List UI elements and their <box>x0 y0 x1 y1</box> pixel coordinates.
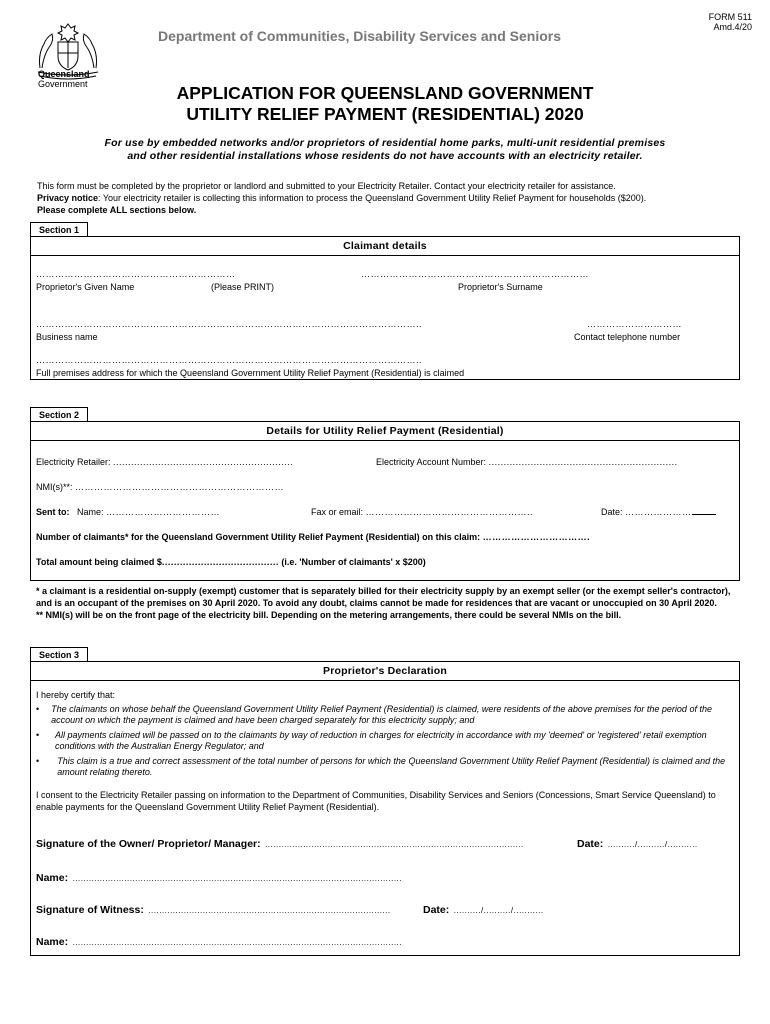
subtitle <box>40 137 730 163</box>
business-name-field[interactable]: ………………………………………………………………………………………………………….. <box>36 319 423 329</box>
witness-signature-row <box>36 900 391 918</box>
retailer-label: Electricity Retailer: <box>36 457 111 467</box>
given-name-field[interactable]: ……………………………………………………… <box>36 269 236 279</box>
department-name: Department of Communities, Disability Services and Seniors <box>158 28 561 44</box>
section-2-heading: Details for Utility Relief Payment (Residential) <box>31 422 739 441</box>
owner-signature-field[interactable]: ............................................................................................... <box>265 840 524 849</box>
org-name: Queensland <box>38 69 90 79</box>
section-3-heading: Proprietor's Declaration <box>31 662 739 681</box>
sent-to-label: Sent to: <box>36 507 70 517</box>
owner-name-row <box>36 868 402 886</box>
claimants-field[interactable]: ……………………………. <box>482 532 591 542</box>
bullet-icon: • <box>36 730 40 740</box>
consent-text: I consent to the Electricity Retailer passing on information to the Department of Communities, Disability Services and Seniors (Concessions, Smart Service Queensland) to enable payments for the Queensland Government Utility Relief Payment (Residential). <box>36 790 716 812</box>
certify-text: I hereby certify that: <box>36 690 116 700</box>
total-row <box>36 557 426 567</box>
owner-signature-label: Signature of the Owner/ Proprietor/ Manager: <box>36 838 261 850</box>
claimants-label: Number of claimants* for the Queensland Government Utility Relief Payment (Residential) on this claim: <box>36 532 481 542</box>
date-field[interactable]: ………………… <box>625 507 692 517</box>
form-number <box>709 12 752 32</box>
phone-label: Contact telephone number <box>574 332 681 342</box>
date-row <box>601 507 716 517</box>
account-label: Electricity Account Number: <box>376 457 487 467</box>
total-note: (i.e. 'Number of claimants' x $200) <box>281 557 426 567</box>
witness-name-label: Name: <box>36 936 69 948</box>
owner-signature-row <box>36 834 524 852</box>
witness-signature-label: Signature of Witness: <box>36 904 144 916</box>
section-3-box <box>30 661 740 956</box>
footnote-nmi: ** NMI(s) will be on the front page of the electricity bill. Depending on the metering arrangements, there could be several NMIs on the bill. <box>36 610 622 620</box>
total-label: Total amount being claimed $ <box>36 557 162 567</box>
witness-date-field[interactable]: ........../........../........... <box>453 906 544 915</box>
claimants-row <box>36 532 590 542</box>
owner-date-row <box>577 834 698 852</box>
sent-to-name-field[interactable]: ……………………………… <box>106 507 221 517</box>
section-1-heading: Claimant details <box>31 237 739 256</box>
nmi-row <box>36 482 284 492</box>
list-item <box>36 756 736 778</box>
declaration-list <box>36 704 736 778</box>
owner-name-label: Name: <box>36 872 69 884</box>
subtitle-line-2: and other residential installations whose residents do not have accounts with an electricity retailer. <box>127 150 643 162</box>
retailer-field[interactable]: ............................................................ <box>113 457 294 467</box>
fax-label: Fax or email: <box>311 507 364 517</box>
title-line-2: UTILITY RELIEF PAYMENT (RESIDENTIAL) 2020 <box>186 104 584 124</box>
witness-name-row <box>36 932 402 950</box>
section-2-tab: Section 2 <box>30 407 88 421</box>
declaration-item-2: All payments claimed will be passed on to the claimants by way of reduction in charges for electricity in accordance with my 'deemed' or 'registered' retail exemption conditions with the Australian Energy Regulator; and <box>54 730 707 751</box>
witness-date-label: Date: <box>423 904 450 916</box>
witness-date-row <box>423 900 544 918</box>
address-label: Full premises address for which the Queensland Government Utility Relief Payment (Residential) is claimed <box>36 368 465 378</box>
surname-field[interactable]: ……………………………………………………………… <box>361 269 589 279</box>
fax-row <box>311 507 533 517</box>
total-field[interactable]: ....................................... <box>161 557 279 567</box>
declaration-item-1: The claimants on whose behalf the Queensland Government Utility Relief Payment (Residential) is claimed, were residents of the above premises for the period of the account on which the payment is claimed and have been charged separately for this electricity supply; and <box>51 704 712 725</box>
fax-field[interactable]: …………………………………………….. <box>365 507 534 517</box>
address-field[interactable]: ………………………………………………………………………………………………………….. <box>36 355 423 365</box>
date-label: Date: <box>601 507 623 517</box>
given-name-label: Proprietor's Given Name <box>36 282 135 292</box>
list-item <box>36 704 736 726</box>
org-sub: Government <box>38 79 88 89</box>
phone-field[interactable]: ………………………… <box>587 319 682 329</box>
privacy-text: : Your electricity retailer is collecting this information to process the Queensland Government Utility Relief Payment for households ($200). <box>98 193 647 203</box>
witness-signature-field[interactable]: ......................................................................................... <box>148 906 391 915</box>
complete-all-note: Please complete ALL sections below. <box>37 205 197 215</box>
section-3-tab: Section 3 <box>30 647 88 661</box>
owner-date-label: Date: <box>577 838 604 850</box>
surname-label: Proprietor's Surname <box>458 282 543 292</box>
account-field[interactable]: ............................................................... <box>488 457 678 467</box>
section-2-box <box>30 421 740 581</box>
nmi-label: NMI(s)**: <box>36 482 73 492</box>
owner-date-field[interactable]: ........../........../........... <box>607 840 698 849</box>
privacy-notice <box>37 192 737 204</box>
list-item <box>36 730 736 752</box>
account-row <box>376 457 678 467</box>
intro-text <box>37 180 737 216</box>
footnotes <box>36 585 742 621</box>
please-print-label: (Please PRINT) <box>211 282 275 292</box>
page-title <box>0 83 770 125</box>
subtitle-line-1: For use by embedded networks and/or proprietors of residential home parks, multi-unit residential premises <box>104 137 666 149</box>
section-1-box <box>30 236 740 380</box>
business-name-label: Business name <box>36 332 98 342</box>
title-line-1: APPLICATION FOR QUEENSLAND GOVERNMENT <box>176 83 594 103</box>
intro-line-1: This form must be completed by the proprietor or landlord and submitted to your Electricity Retailer. Contact your electricity retailer for assistance. <box>37 181 616 191</box>
bullet-icon: • <box>36 756 40 766</box>
witness-name-field[interactable]: ......................................................................................................................... <box>72 938 403 947</box>
name-label: Name: <box>77 507 104 517</box>
owner-name-field[interactable]: ......................................................................................................................... <box>72 874 403 883</box>
section-1-tab: Section 1 <box>30 222 88 236</box>
bullet-icon: • <box>36 704 40 714</box>
retailer-row <box>36 457 293 467</box>
form-no: FORM 511 <box>708 12 752 22</box>
footnote-claimant: * a claimant is a residential on-supply (exempt) customer that is separately billed for their electricity supply by an exempt seller (or the exempt seller's contractor), and is an occupant of the premises on 30 April 2020. To avoid any doubt, claims cannot be made for residences that are vacant or unoccupied on 30 April 2020. <box>36 586 731 608</box>
form-amd: Amd.4/20 <box>713 22 752 32</box>
nmi-field[interactable]: ………………………………………………………… <box>75 482 285 492</box>
declaration-item-3: This claim is a true and correct assessment of the total number of persons for which the Queensland Government Utility Relief Payment (Residential) is claimed and the amount relating thereto. <box>57 756 726 777</box>
privacy-label: Privacy notice <box>37 193 99 203</box>
sent-to-row <box>36 507 220 517</box>
